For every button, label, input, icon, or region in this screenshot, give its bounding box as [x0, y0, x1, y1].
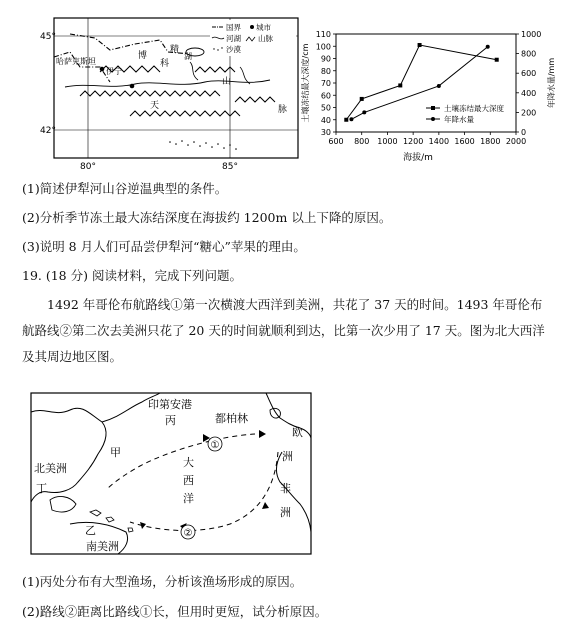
- y-left-tick-label: 30: [320, 128, 331, 137]
- mai-label: 脉: [278, 105, 288, 115]
- indian-port-label: 印第安港: [148, 398, 192, 411]
- lat-42-label: 42°: [40, 126, 56, 136]
- jing-label: 精: [170, 45, 180, 55]
- y-left-tick-label: 70: [320, 79, 331, 88]
- q19-material: 1492 年哥伦布航路线①第一次横渡大西洋到美洲，共花了 37 天的时间。1493 年哥伦布航路线②第二次去美洲只花了 20 天的时间就顺利到达，比第一次少用了 17 天。图为北大西洋及其周边地区图。: [22, 297, 545, 364]
- x-tick-label: 600: [328, 137, 344, 146]
- lon-85-label: 85°: [222, 162, 238, 172]
- y-left-tick-label: 90: [320, 54, 331, 64]
- map1-legend: [210, 20, 296, 56]
- lake-label: 湖: [184, 52, 192, 61]
- y-right-tick-label: 400: [521, 88, 537, 98]
- q19-sub-1: (1)丙处分布有大型渔场，分析该渔场形成的原因。: [22, 574, 303, 589]
- chart-y-left-label: 土壤冻结最大深度/cm: [301, 43, 310, 123]
- chart-y-right-label: 年降水量/mm: [547, 57, 556, 109]
- y-left-tick-label: 50: [320, 103, 331, 113]
- precipitation-point: [349, 117, 353, 121]
- dublin-label: 都柏林: [215, 412, 248, 425]
- q19-header: 19. (18 分) 阅读材料，完成下列问题。: [22, 268, 242, 283]
- legend-desert: 沙漠: [226, 45, 241, 54]
- precipitation-point: [486, 45, 490, 49]
- legend-river: 河湖: [226, 34, 241, 43]
- y-left-tick-label: 110: [315, 30, 331, 39]
- europe-label-1: 欧: [292, 426, 303, 439]
- lat-45-label: 45°: [40, 32, 56, 42]
- atlantic-label-1: 大: [183, 456, 194, 469]
- atlantic-label-3: 洋: [183, 492, 194, 505]
- y-right-tick-label: 800: [521, 49, 537, 59]
- europe-label-2: 洲: [282, 450, 293, 463]
- ili-valley-map: [40, 12, 300, 172]
- precipitation-point: [437, 84, 441, 88]
- frost-depth-point: [344, 118, 348, 122]
- africa-label-1: 非: [280, 482, 291, 495]
- tianshan-label: 天: [150, 101, 160, 111]
- y-right-tick-label: 1000: [521, 30, 542, 39]
- legend-city: 城市: [256, 23, 271, 32]
- legend-border: 国界: [226, 23, 241, 32]
- x-tick-label: 2000: [505, 137, 527, 146]
- shan-label: 山: [222, 77, 232, 87]
- x-tick-label: 1400: [428, 137, 450, 146]
- lon-80-label: 80°: [80, 162, 96, 172]
- y-left-tick-label: 80: [320, 66, 331, 76]
- x-tick-label: 1800: [480, 137, 501, 146]
- north-atlantic-map: [30, 392, 312, 555]
- frost-depth-point: [360, 97, 364, 101]
- route-2-marker: ②: [183, 528, 193, 539]
- route-1-marker: ①: [210, 440, 220, 451]
- legend-precipitation: 年降水量: [444, 115, 474, 124]
- y-left-tick-label: 60: [320, 91, 331, 101]
- y-right-tick-label: 600: [521, 69, 537, 79]
- precipitation-point: [362, 110, 366, 114]
- legend-frost-depth: 土壤冻结最大深度: [444, 104, 504, 113]
- q18-sub-3: (3)说明 8 月人们可品尝伊犁河“糖心”苹果的理由。: [22, 239, 306, 254]
- x-tick-label: 800: [354, 137, 370, 146]
- bing-label: 丙: [165, 414, 176, 427]
- y-left-tick-label: 100: [315, 42, 331, 52]
- yining-label: 伊宁: [106, 67, 122, 76]
- frost-depth-point: [398, 83, 402, 87]
- frost-depth-point: [418, 43, 422, 47]
- south-america-label: 南美洲: [86, 540, 119, 553]
- q18-sub-1: (1)简述伊犁河山谷逆温典型的条件。: [22, 181, 228, 196]
- jia-label: 甲: [110, 446, 121, 459]
- y-right-tick-label: 200: [521, 108, 537, 118]
- africa-label-2: 洲: [280, 506, 291, 519]
- ke-label: 科: [160, 59, 170, 69]
- elevation-chart: [298, 20, 560, 165]
- ding-label: 丁: [36, 482, 47, 495]
- bo-label: 博: [138, 51, 148, 61]
- chart-legend: [426, 103, 504, 124]
- x-tick-label: 1200: [402, 137, 424, 146]
- kazakhstan-label: 哈萨克斯坦: [56, 57, 96, 66]
- north-america-label: 北美洲: [34, 462, 67, 475]
- y-left-tick-label: 40: [320, 115, 331, 125]
- legend-mountain: 山脉: [258, 34, 273, 43]
- y-right-tick-label: 0: [521, 128, 527, 137]
- q18-sub-2: (2)分析季节冻土最大冻结深度在海拔约 1200m 以上下降的原因。: [22, 210, 392, 225]
- x-tick-label: 1000: [377, 137, 398, 146]
- chart-x-label: 海拔/m: [403, 153, 433, 163]
- atlantic-label-2: 西: [183, 474, 194, 487]
- x-tick-label: 1600: [454, 137, 475, 146]
- q19-sub-2: (2)路线②距离比路线①长，但用时更短，试分析原因。: [22, 604, 328, 619]
- frost-depth-point: [495, 58, 499, 62]
- yi-label: 乙: [85, 524, 96, 537]
